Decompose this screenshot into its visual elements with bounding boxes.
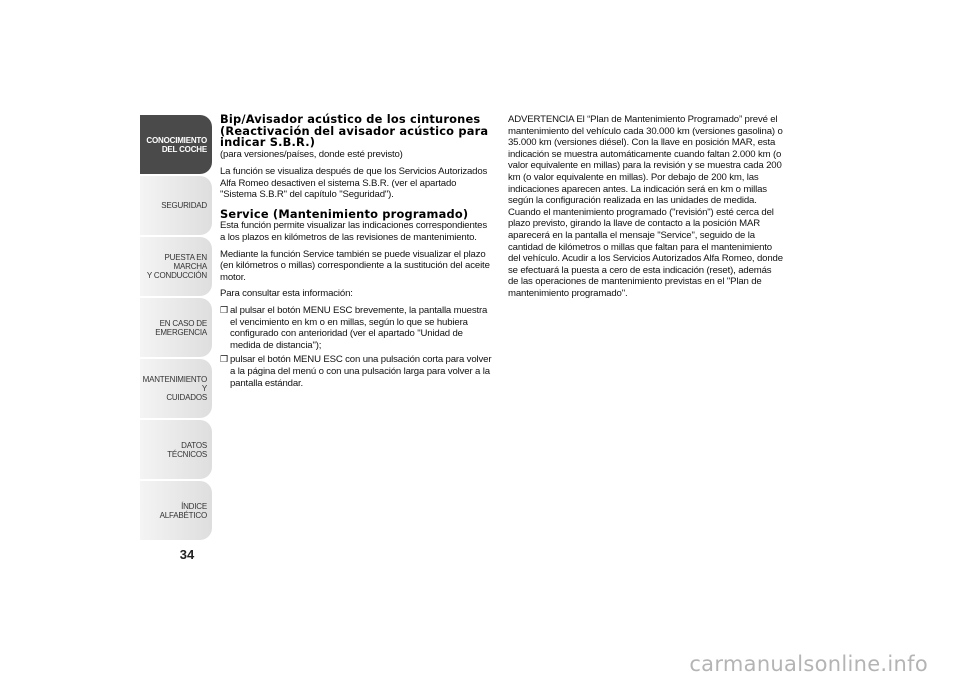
right-column <box>508 114 783 305</box>
left-column <box>220 114 492 392</box>
instruction-list <box>220 305 492 389</box>
paragraph-service-intro: Esta función permite visualizar las indicaciones correspondientes a los plazos en kilómetros de las revisiones de mantenimiento. <box>220 220 488 243</box>
warning-paragraph: ADVERTENCIA El “Plan de Mantenimiento Programado” prevé el mantenimiento del vehículo cada 30.000 km (versiones gasolina) o 35.000 km (versiones diésel). Con la llave en posición MAR, esta indicación se muestra automáticamente cuando faltan 2.000 km (o valor equivalente en millas) para la revisión y se muestra cada 200 km (o valor equivalente en millas). Por debajo de 200 km, las indicaciones aparecen antes. La indicación será en km o millas según la configuración realizada en las unidades de medida. Cuando el mantenimiento programado ("revisión") esté cerca del plazo previsto, girando la llave de contacto a la posición MAR aparecerá en la pantalla el mensaje "Service", seguido de la cantidad de kilómetros o millas que faltan para el mantenimiento del vehículo. Acudir a los Servicios Autorizados Alfa Romeo, donde se efectuará la puesta a cero de esta indicación (reset), además de las operaciones de mantenimiento previstas en el "Plan de mantenimiento programado". <box>508 114 783 299</box>
tab-en-caso-de-emergencia[interactable]: EN CASO DE EMERGENCIA <box>140 298 212 357</box>
tab-puesta-en-marcha[interactable]: PUESTA EN MARCHA Y CONDUCCIÓN <box>140 237 212 296</box>
chapter-tabs <box>140 115 212 542</box>
tab-datos-tecnicos[interactable]: DATOS TÉCNICOS <box>140 420 212 479</box>
tab-mantenimiento[interactable]: MANTENIMIENTO Y CUIDADOS <box>140 359 212 418</box>
list-item-text: pulsar el botón MENU ESC con una pulsación corta para volver a la página del menú o con una pulsación larga para volver a la pantalla estándar. <box>230 354 492 389</box>
paragraph-service-oil: Mediante la función Service también se puede visualizar el plazo (en kilómetros o millas) correspondiente a la sustitución del aceite motor. <box>220 248 490 283</box>
tab-indice-alfabetico[interactable]: ÍNDICE ALFABÉTICO <box>140 481 212 540</box>
section-heading-service: Service (Mantenimiento programado) <box>220 206 469 221</box>
tab-seguridad[interactable]: SEGURIDAD <box>140 176 212 235</box>
section-heading-sbr: Bip/Avisador acústico de los cinturones (Reactivación del avisador acústico para indicar S.B.R.) <box>220 112 489 149</box>
checkbox-bullet-icon: ❒ <box>220 304 228 315</box>
page-number: 34 <box>179 547 195 562</box>
watermark: carmanualsonline.info <box>689 652 928 676</box>
availability-note: (para versiones/países, donde esté previsto) <box>220 148 403 160</box>
tab-conocimiento-del-coche[interactable]: CONOCIMIENTO DEL COCHE <box>140 115 212 174</box>
checkbox-bullet-icon: ❒ <box>220 354 228 365</box>
list-item <box>220 354 492 389</box>
paragraph-consult: Para consultar esta información: <box>220 288 353 300</box>
list-item <box>220 305 492 351</box>
list-item-text: al pulsar el botón MENU ESC brevemente, la pantalla muestra el vencimiento en km o en millas, según lo que se hubiera configurado con anterioridad (ver el apartado "Unidad de medida de distancia"); <box>230 304 488 351</box>
paragraph-sbr: La función se visualiza después de que los Servicios Autorizados Alfa Romeo desactiven el sistema S.B.R. (ver el apartado "Sistema S.B.R" del capítulo "Seguridad"). <box>220 166 488 201</box>
